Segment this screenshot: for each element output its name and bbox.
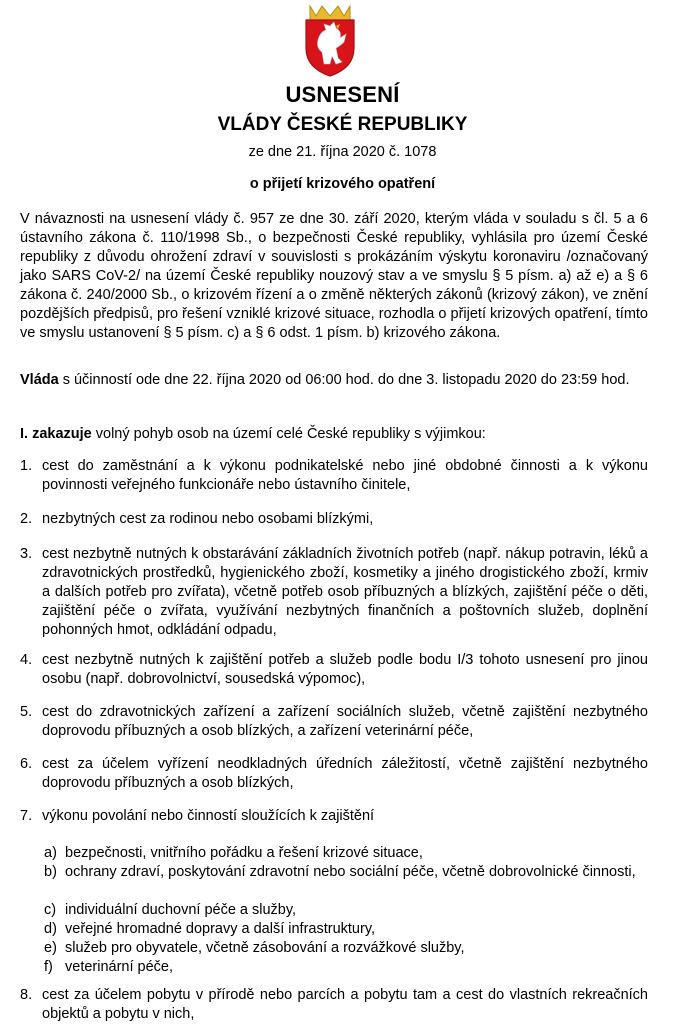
sub-item-letter: c)	[44, 902, 57, 918]
item-number: 5.	[20, 704, 33, 720]
resolution-title: USNESENÍ	[285, 82, 400, 107]
item-text: cest do zdravotnických zařízení a zařízení sociálních služeb, včetně zajištění nezbytného doprovodu příbuzných a osob blízkých, a zařízení veterinární péče,	[42, 704, 648, 739]
government-subtitle: VLÁDY ČESKÉ REPUBLIKY	[217, 114, 468, 135]
intro-paragraph: V návaznosti na usnesení vlády č. 957 ze dne 30. září 2020, kterým vláda v souladu s čl. 5 a 6 ústavního zákona č. 110/1998 Sb., o bezpečnosti České republiky, vyhlásila pro území České republiky z důvodu ohrožení zdraví v souvislosti s prokázáním výskytu koronaviru /označovaný jako SARS CoV-2/ na území České republiky nouzový stav a ve smyslu § 5 písm. a) až e) a § 6 zákona č. 240/2000 Sb., o krizovém řízení a o změně některých zákonů (krizový zákon), ve znění pozdějších předpisů, pro řešení vzniklé krizové situace, rozhodla o přijetí krizových opatření, tímto ve smyslu ustanovení § 5 písm. c) a § 6 odst. 1 písm. b) krizového zákona.	[20, 211, 648, 341]
sub-item-letter: a)	[44, 845, 57, 861]
validity-text: s účinností ode dne 22. října 2020 od 06:00 hod. do dne 3. listopadu 2020 do 23:59 hod.	[58, 372, 630, 388]
sub-item-letter: d)	[44, 921, 57, 937]
sub-item-text: veterinární péče,	[65, 959, 174, 975]
sub-item-text: ochrany zdraví, poskytování zdravotní nebo sociální péče, včetně dobrovolnické činnosti,	[65, 864, 636, 880]
sub-item-text: individuální duchovní péče a služby,	[65, 902, 297, 918]
item-text: cest za účelem pobytu v přírodě nebo parcích a pobytu tam a cest do vlastních rekreačních objektů a pobytu v nich,	[42, 987, 648, 1022]
item-number: 2.	[20, 511, 33, 527]
item-text: cest za účelem vyřízení neodkladných úředních záležitostí, včetně zajištění nezbytného doprovodu příbuzných a osob blízkých,	[42, 756, 648, 791]
item-number: 8.	[20, 987, 33, 1003]
item-number: 3.	[20, 546, 33, 562]
date-line: ze dne 21. října 2020 č. 1078	[248, 144, 437, 160]
subject-line: o přijetí krizového opatření	[249, 176, 436, 192]
item-number: 4.	[20, 652, 33, 668]
sub-item-text: veřejné hromadné dopravy a další infrastruktury,	[65, 921, 376, 937]
sub-item-letter: b)	[44, 864, 57, 880]
item-text: nezbytných cest za rodinou nebo osobami blízkými,	[42, 511, 374, 527]
czech-coat-of-arms-icon	[300, 2, 360, 78]
prohibition-text: volný pohyb osob na území celé České republiky s výjimkou:	[91, 426, 486, 442]
item-text: výkonu povolání nebo činností sloužících k zajištění	[42, 808, 375, 824]
sub-item-text: bezpečnosti, vnitřního pořádku a řešení krizové situace,	[65, 845, 423, 861]
prohibition-heading	[20, 425, 648, 444]
item-number: 6.	[20, 756, 33, 772]
sub-item-letter: e)	[44, 940, 57, 956]
vlada-label: Vláda	[20, 372, 59, 388]
item-text: cest do zaměstnání a k výkonu podnikatelské nebo jiné obdobné činnosti a k výkonu povinnosti veřejného funkcionáře nebo ústavního činitele,	[42, 458, 648, 493]
item-number: 7.	[20, 808, 33, 824]
item-text: cest nezbytně nutných k obstarávání základních životních potřeb (např. nákup potravin, léků a zdravotnických prostředků, hygienického zboží, kosmetiky a jiného drogistického zboží, krmiv a dalších potřeb pro zvířata), včetně potřeb osob příbuzných a blízkých, zajištění péče o děti, zajištění péče o zvířata, využívání nezbytných finančních a poštovních služeb, doplnění pohonných hmot, odkládání odpadu,	[42, 546, 648, 638]
validity-paragraph	[20, 371, 648, 390]
item-text: cest nezbytně nutných k zajištění potřeb a služeb podle bodu I/3 tohoto usnesení pro jinou osobu (např. dobrovolnictví, sousedská výpomoc),	[42, 652, 648, 687]
zakazuje-label: I. zakazuje	[20, 426, 92, 442]
sub-item-text: služeb pro obyvatele, včetně zásobování a rozvážkové služby,	[65, 940, 465, 956]
sub-item-letter: f)	[44, 959, 53, 975]
item-number: 1.	[20, 458, 33, 474]
